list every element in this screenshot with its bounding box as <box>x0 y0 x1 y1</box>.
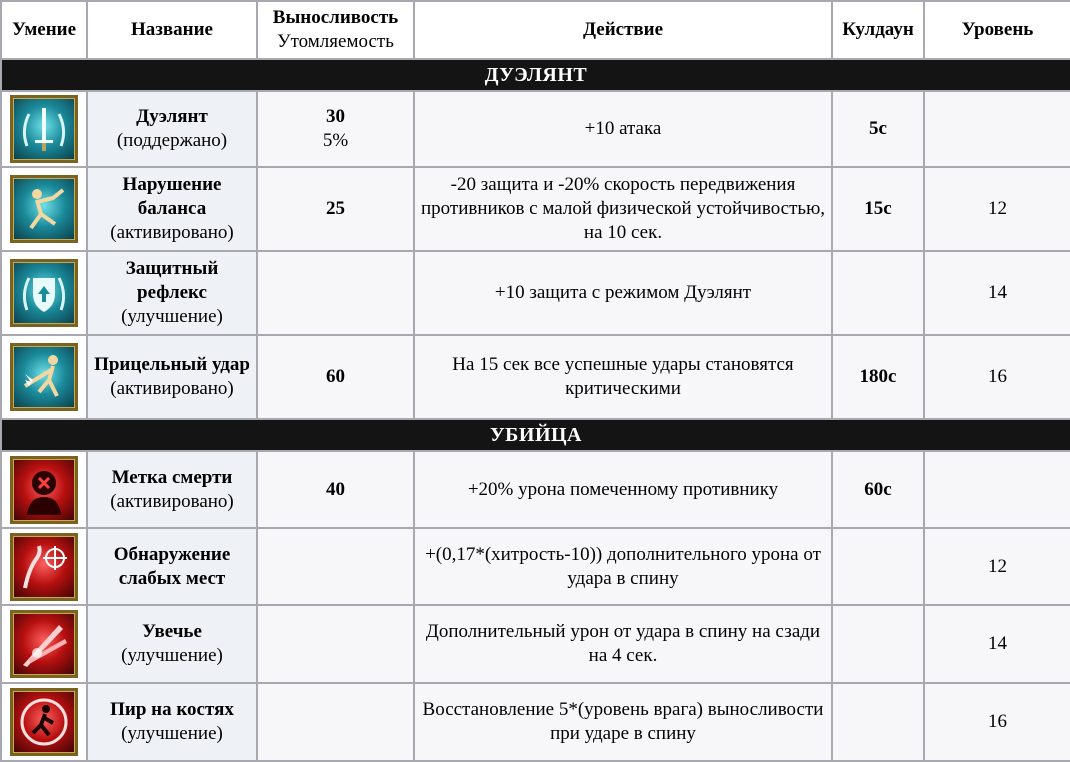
table-row <box>1 528 1070 605</box>
skill-name: Увечье <box>142 621 202 642</box>
runner-icon <box>10 688 78 756</box>
cooldown-value: 180с <box>832 335 924 419</box>
stamina-value: 25 <box>326 198 345 219</box>
skill-name: Дуэлянт <box>136 106 208 127</box>
action-text: +10 атака <box>414 91 832 167</box>
table-row <box>1 335 1070 419</box>
crosshair-icon <box>10 533 78 601</box>
shield-wreath-icon <box>10 259 78 327</box>
action-text: +10 защита с режимом Дуэлянт <box>414 251 832 335</box>
header-fatigue-label: Утомляемость <box>277 31 394 52</box>
skill-state: (улучшение) <box>121 306 223 327</box>
header-name: Название <box>87 1 257 59</box>
table-row <box>1 251 1070 335</box>
action-text: +20% урона помеченному противнику <box>414 451 832 528</box>
header-cooldown: Кулдаун <box>832 1 924 59</box>
level-value: 12 <box>924 167 1070 251</box>
table-row <box>1 451 1070 528</box>
skill-state: (поддержано) <box>116 130 228 151</box>
cooldown-value <box>832 605 924 683</box>
table-row <box>1 605 1070 683</box>
level-value: 14 <box>924 251 1070 335</box>
level-value <box>924 91 1070 167</box>
header-level: Уровень <box>924 1 1070 59</box>
section-title-assassin: УБИЙЦА <box>1 419 1070 451</box>
cooldown-value <box>832 683 924 761</box>
blades-icon <box>10 610 78 678</box>
action-text: -20 защита и -20% скорость передвижения противников с малой физической устойчивостью, на 10 сек. <box>414 167 832 251</box>
skill-state: (улучшение) <box>121 723 223 744</box>
fatigue-value: 5% <box>322 130 349 151</box>
header-skill: Умение <box>1 1 87 59</box>
action-text: На 15 сек все успешные удары становятся критическими <box>414 335 832 419</box>
header-action: Действие <box>414 1 832 59</box>
skill-name: Обнаружение слабых мест <box>113 543 231 589</box>
section-row-duelist <box>1 59 1070 91</box>
skill-state: (активировано) <box>110 378 234 399</box>
cooldown-value: 15с <box>832 167 924 251</box>
skill-name: Пир на костях <box>110 699 234 720</box>
skill-name: Защитный рефлекс <box>125 258 219 303</box>
cooldown-value: 5с <box>832 91 924 167</box>
header-stamina <box>257 1 414 59</box>
lunge-strike-icon <box>10 343 78 411</box>
skill-name: Нарушение баланса <box>122 174 222 219</box>
level-value <box>924 451 1070 528</box>
level-value: 14 <box>924 605 1070 683</box>
level-value: 16 <box>924 683 1070 761</box>
stamina-value: 60 <box>326 366 345 387</box>
section-row-assassin <box>1 419 1070 451</box>
skill-name: Прицельный удар <box>94 354 250 375</box>
section-title-duelist: ДУЭЛЯНТ <box>1 59 1070 91</box>
cooldown-value <box>832 528 924 605</box>
action-text: Восстановление 5*(уровень врага) выносливости при ударе в спину <box>414 683 832 761</box>
stamina-value: 40 <box>326 478 345 500</box>
level-value: 12 <box>924 528 1070 605</box>
death-mark-icon <box>10 456 78 524</box>
cooldown-value <box>832 251 924 335</box>
skill-state: (улучшение) <box>121 645 223 666</box>
cooldown-value: 60с <box>832 451 924 528</box>
sword-wreath-icon <box>10 95 78 163</box>
table-row <box>1 167 1070 251</box>
stamina-value: 30 <box>326 106 345 127</box>
skill-state: (активировано) <box>110 490 234 512</box>
table-row <box>1 683 1070 761</box>
level-value: 16 <box>924 335 1070 419</box>
skill-state: (активировано) <box>110 222 234 243</box>
skill-name: Метка смерти <box>111 466 233 488</box>
kick-figure-icon <box>10 175 78 243</box>
action-text: +(0,17*(хитрость-10)) дополнительного урона от удара в спину <box>414 528 832 605</box>
header-stamina-label: Выносливость <box>272 7 399 28</box>
action-text: Дополнительный урон от удара в спину на сзади на 4 сек. <box>414 605 832 683</box>
header-row <box>1 1 1070 59</box>
table-row <box>1 91 1070 167</box>
